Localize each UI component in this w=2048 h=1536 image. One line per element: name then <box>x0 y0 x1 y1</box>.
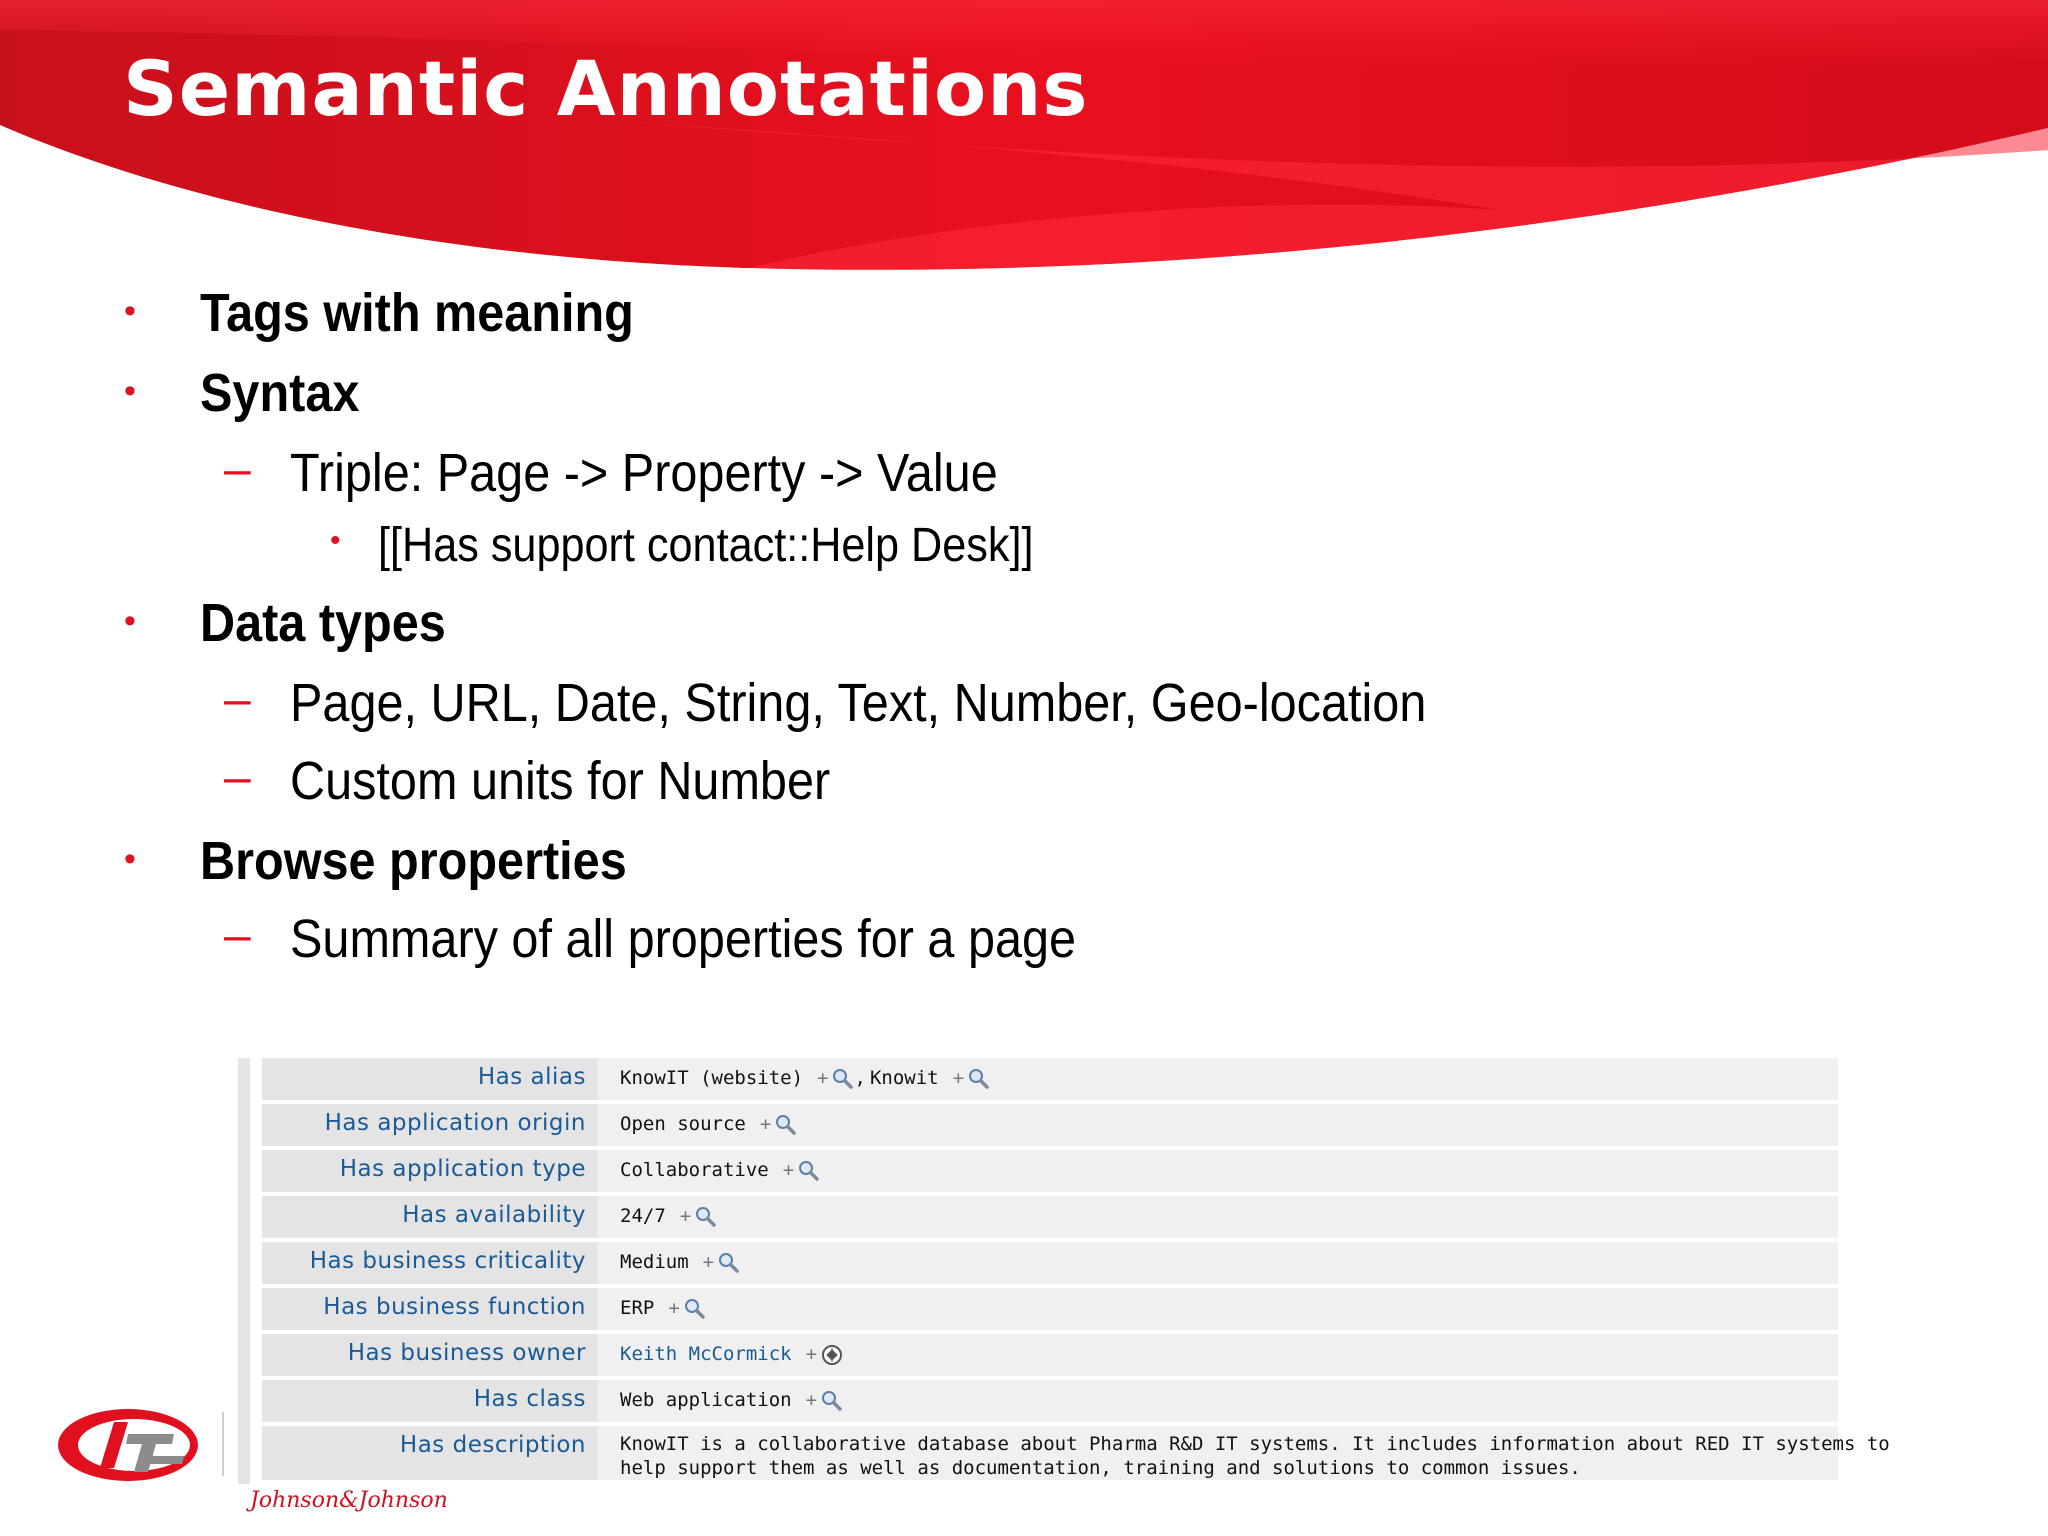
factbox-row <box>262 1334 1838 1380</box>
bullet-text: Browse properties <box>200 831 627 891</box>
description-line: KnowIT is a collaborative database about Pharma R&D IT systems. It includes information about RED IT systems to <box>620 1433 1890 1455</box>
bullet-marker: • <box>124 372 136 410</box>
add-value-button[interactable]: + <box>805 1343 818 1365</box>
bullet-marker: • <box>124 292 136 330</box>
property-value <box>620 1205 717 1228</box>
property-name[interactable]: Has description <box>399 1432 586 1458</box>
bullet-text: Custom units for Number <box>290 751 831 811</box>
add-value-button[interactable]: + <box>805 1389 818 1411</box>
value-text: Collaborative <box>620 1159 769 1181</box>
johnson-johnson-logo: Johnson&Johnson <box>250 1488 448 1513</box>
property-value <box>620 1251 740 1274</box>
factbox-row <box>262 1104 1838 1150</box>
property-name[interactable]: Has alias <box>477 1064 586 1090</box>
property-value <box>620 1067 990 1090</box>
factbox-row <box>262 1058 1838 1104</box>
add-value-button[interactable]: + <box>668 1297 680 1319</box>
it-logo <box>56 1404 200 1486</box>
bullet-marker: – <box>224 909 251 962</box>
value-text: Medium <box>620 1251 689 1273</box>
bullet-text: Tags with meaning <box>200 283 634 343</box>
value-text: ERP <box>620 1297 655 1319</box>
property-name-link[interactable] <box>262 1242 598 1284</box>
property-name-link[interactable] <box>262 1150 598 1192</box>
bullet-marker: – <box>224 751 251 804</box>
property-name-link[interactable] <box>262 1288 598 1330</box>
add-value-button[interactable]: + <box>679 1205 692 1227</box>
bullet-text: Triple: Page -> Property -> Value <box>290 443 998 503</box>
value-text: KnowIT (website) <box>620 1067 804 1089</box>
add-value-button[interactable]: + <box>702 1251 715 1273</box>
factbox-row <box>262 1242 1838 1288</box>
property-name[interactable]: Has business owner <box>347 1340 586 1366</box>
bullet-marker: • <box>124 840 136 878</box>
property-name[interactable]: Has business criticality <box>309 1248 586 1274</box>
property-name-link[interactable] <box>262 1334 598 1376</box>
search-icon[interactable] <box>968 1068 990 1090</box>
property-name[interactable]: Has business function <box>323 1294 586 1320</box>
description-line: help support them as well as documentation, training and solutions to common issues. <box>620 1457 1581 1479</box>
browse-icon[interactable] <box>821 1344 843 1366</box>
value-text: Open source <box>620 1113 746 1135</box>
bullet-text: Summary of all properties for a page <box>290 909 1077 969</box>
value-link[interactable]: Keith McCormick <box>620 1343 792 1365</box>
bullet-marker: – <box>224 443 251 496</box>
search-icon[interactable] <box>821 1390 843 1412</box>
property-name-link[interactable] <box>262 1196 598 1238</box>
property-value <box>620 1343 843 1366</box>
property-value-text <box>620 1432 1890 1480</box>
property-name[interactable]: Has application type <box>339 1156 586 1182</box>
property-value <box>620 1297 706 1320</box>
search-icon[interactable] <box>718 1252 740 1274</box>
factbox-row <box>262 1380 1838 1426</box>
property-name-link[interactable] <box>262 1426 598 1480</box>
search-icon[interactable] <box>798 1160 820 1182</box>
bullet-marker: – <box>224 673 251 726</box>
property-name-link[interactable] <box>262 1380 598 1422</box>
search-icon[interactable] <box>684 1298 706 1320</box>
factbox-row <box>262 1426 1890 1484</box>
add-value-button[interactable]: + <box>759 1113 772 1135</box>
property-value <box>620 1159 820 1182</box>
property-name-link[interactable] <box>262 1058 598 1100</box>
bullet-text: Data types <box>200 593 446 653</box>
value-text: 24/7 <box>620 1205 666 1227</box>
factbox-row <box>262 1196 1838 1242</box>
slide-title: Semantic Annotations <box>123 44 1089 133</box>
add-value-button[interactable]: + <box>952 1067 965 1089</box>
add-value-button[interactable]: + <box>782 1159 795 1181</box>
add-value-button[interactable]: + <box>817 1067 829 1089</box>
value-text: Web application <box>620 1389 792 1411</box>
factbox-row <box>262 1150 1838 1196</box>
bullet-marker: • <box>330 524 341 557</box>
property-value <box>620 1113 797 1136</box>
bullet-text: Page, URL, Date, String, Text, Number, Geo-location <box>290 673 1427 733</box>
search-icon[interactable] <box>695 1206 717 1228</box>
search-icon[interactable] <box>832 1068 854 1090</box>
property-name[interactable]: Has application origin <box>324 1110 586 1136</box>
bullet-text: [[Has support contact::Help Desk]] <box>378 519 1034 572</box>
bullet-text: Syntax <box>200 363 360 423</box>
property-factbox <box>238 1058 1890 1484</box>
logo-divider <box>222 1412 224 1476</box>
value-text: Knowit <box>869 1067 939 1089</box>
value-separator: , <box>854 1067 866 1089</box>
search-icon[interactable] <box>775 1114 797 1136</box>
property-name-link[interactable] <box>262 1104 598 1146</box>
bullet-marker: • <box>124 602 136 640</box>
factbox-row <box>262 1288 1838 1334</box>
property-name[interactable]: Has class <box>473 1386 586 1412</box>
property-name[interactable]: Has availability <box>402 1202 586 1228</box>
property-value <box>620 1389 843 1412</box>
